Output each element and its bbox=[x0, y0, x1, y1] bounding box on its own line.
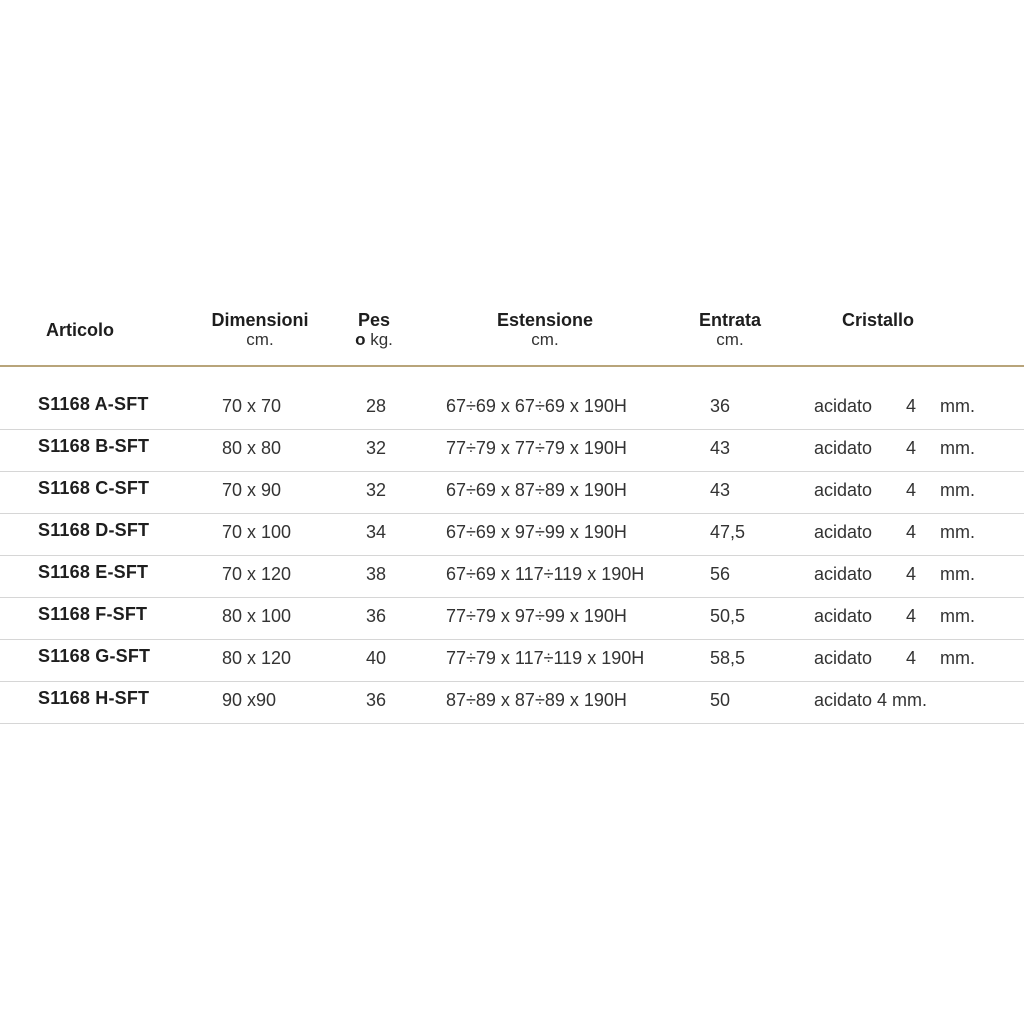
weight-cell: 32 bbox=[366, 480, 387, 500]
glass-type: acidato bbox=[814, 396, 873, 416]
glass-type: acidato bbox=[814, 564, 873, 584]
glass-type: acidato bbox=[814, 480, 873, 500]
glass-unit: mm. bbox=[940, 648, 975, 668]
weight-cell: 28 bbox=[366, 396, 387, 416]
entry-cell: 43 bbox=[710, 438, 731, 458]
glass-unit: mm. bbox=[940, 564, 975, 584]
header-articolo bbox=[30, 320, 130, 340]
glass-type: acidato bbox=[814, 522, 873, 542]
extension-cell: 77÷79 x 77÷79 x 190H bbox=[446, 438, 627, 458]
table-row bbox=[0, 556, 1024, 598]
article-code: S1168 F-SFT bbox=[38, 604, 148, 624]
header-entrata-unit: cm. bbox=[716, 330, 744, 349]
article-code: S1168 H-SFT bbox=[38, 688, 150, 708]
glass-unit: mm. bbox=[940, 438, 975, 458]
article-code: S1168 A-SFT bbox=[38, 394, 149, 414]
weight-cell: 34 bbox=[366, 522, 387, 542]
table-row bbox=[0, 388, 1024, 430]
dimensions-cell: 80 x 120 bbox=[222, 648, 292, 668]
glass-unit: mm. bbox=[940, 480, 975, 500]
table-row bbox=[0, 682, 1024, 724]
entry-cell: 56 bbox=[710, 564, 731, 584]
glass-thickness: 4 bbox=[906, 648, 917, 668]
entry-cell: 58,5 bbox=[710, 648, 746, 668]
dimensions-cell: 70 x 100 bbox=[222, 522, 292, 542]
extension-cell: 67÷69 x 97÷99 x 190H bbox=[446, 522, 627, 542]
glass-thickness: 4 bbox=[906, 522, 917, 542]
dimensions-cell: 70 x 120 bbox=[222, 564, 292, 584]
glass-type: acidato bbox=[814, 648, 873, 668]
header-estensione-label: Estensione bbox=[496, 310, 594, 330]
glass-unit: mm. bbox=[940, 522, 975, 542]
glass-type: acidato bbox=[814, 438, 873, 458]
article-code: S1168 G-SFT bbox=[38, 646, 151, 666]
entry-cell: 43 bbox=[710, 480, 731, 500]
header-cristallo-label: Cristallo bbox=[841, 310, 915, 330]
table-row bbox=[0, 430, 1024, 472]
header-dimensioni bbox=[200, 310, 320, 350]
glass-type: acidato 4 mm. bbox=[814, 690, 928, 710]
header-dimensioni-unit: cm. bbox=[246, 330, 274, 349]
extension-cell: 77÷79 x 97÷99 x 190H bbox=[446, 606, 627, 626]
header-articolo-label: Articolo bbox=[45, 320, 114, 340]
weight-cell: 36 bbox=[366, 690, 387, 710]
article-code: S1168 C-SFT bbox=[38, 478, 150, 498]
article-code: S1168 E-SFT bbox=[38, 562, 149, 582]
entry-cell: 50 bbox=[710, 690, 731, 710]
weight-cell: 36 bbox=[366, 606, 387, 626]
table-row bbox=[0, 598, 1024, 640]
weight-cell: 32 bbox=[366, 438, 387, 458]
row-divider bbox=[0, 723, 1024, 724]
weight-cell: 40 bbox=[366, 648, 387, 668]
header-cristallo bbox=[818, 310, 938, 330]
extension-cell: 67÷69 x 87÷89 x 190H bbox=[446, 480, 627, 500]
glass-thickness: 4 bbox=[906, 606, 917, 626]
dimensions-cell: 80 x 80 bbox=[222, 438, 282, 458]
dimensions-cell: 90 x90 bbox=[222, 690, 277, 710]
entry-cell: 50,5 bbox=[710, 606, 746, 626]
article-code: S1168 B-SFT bbox=[38, 436, 150, 456]
article-code: S1168 D-SFT bbox=[38, 520, 150, 540]
glass-unit: mm. bbox=[940, 606, 975, 626]
glass-type: acidato bbox=[814, 606, 873, 626]
weight-cell: 38 bbox=[366, 564, 387, 584]
header-entrata bbox=[680, 310, 780, 350]
dimensions-cell: 80 x 100 bbox=[222, 606, 292, 626]
dimensions-cell: 70 x 90 bbox=[222, 480, 282, 500]
extension-cell: 87÷89 x 87÷89 x 190H bbox=[446, 690, 627, 710]
header-divider bbox=[0, 365, 1024, 367]
glass-thickness: 4 bbox=[906, 480, 917, 500]
table-row bbox=[0, 472, 1024, 514]
header-estensione bbox=[470, 310, 620, 350]
glass-thickness: 4 bbox=[906, 438, 917, 458]
extension-cell: 67÷69 x 117÷119 x 190H bbox=[446, 564, 645, 584]
header-peso-label-end: o bbox=[355, 330, 366, 349]
table-row bbox=[0, 640, 1024, 682]
header-peso bbox=[344, 310, 404, 350]
dimensions-cell: 70 x 70 bbox=[222, 396, 282, 416]
header-estensione-unit: cm. bbox=[531, 330, 559, 349]
extension-cell: 77÷79 x 117÷119 x 190H bbox=[446, 648, 645, 668]
entry-cell: 36 bbox=[710, 396, 731, 416]
glass-thickness: 4 bbox=[906, 564, 917, 584]
header-peso-label: Pes bbox=[357, 310, 391, 330]
table-row bbox=[0, 514, 1024, 556]
header-entrata-label: Entrata bbox=[698, 310, 761, 330]
header-dimensioni-label: Dimensioni bbox=[211, 310, 309, 330]
header-peso-unit-line bbox=[344, 330, 404, 350]
extension-cell: 67÷69 x 67÷69 x 190H bbox=[446, 396, 627, 416]
entry-cell: 47,5 bbox=[710, 522, 746, 542]
header-peso-unit: kg. bbox=[365, 330, 393, 349]
glass-thickness: 4 bbox=[906, 396, 917, 416]
glass-unit: mm. bbox=[940, 396, 975, 416]
